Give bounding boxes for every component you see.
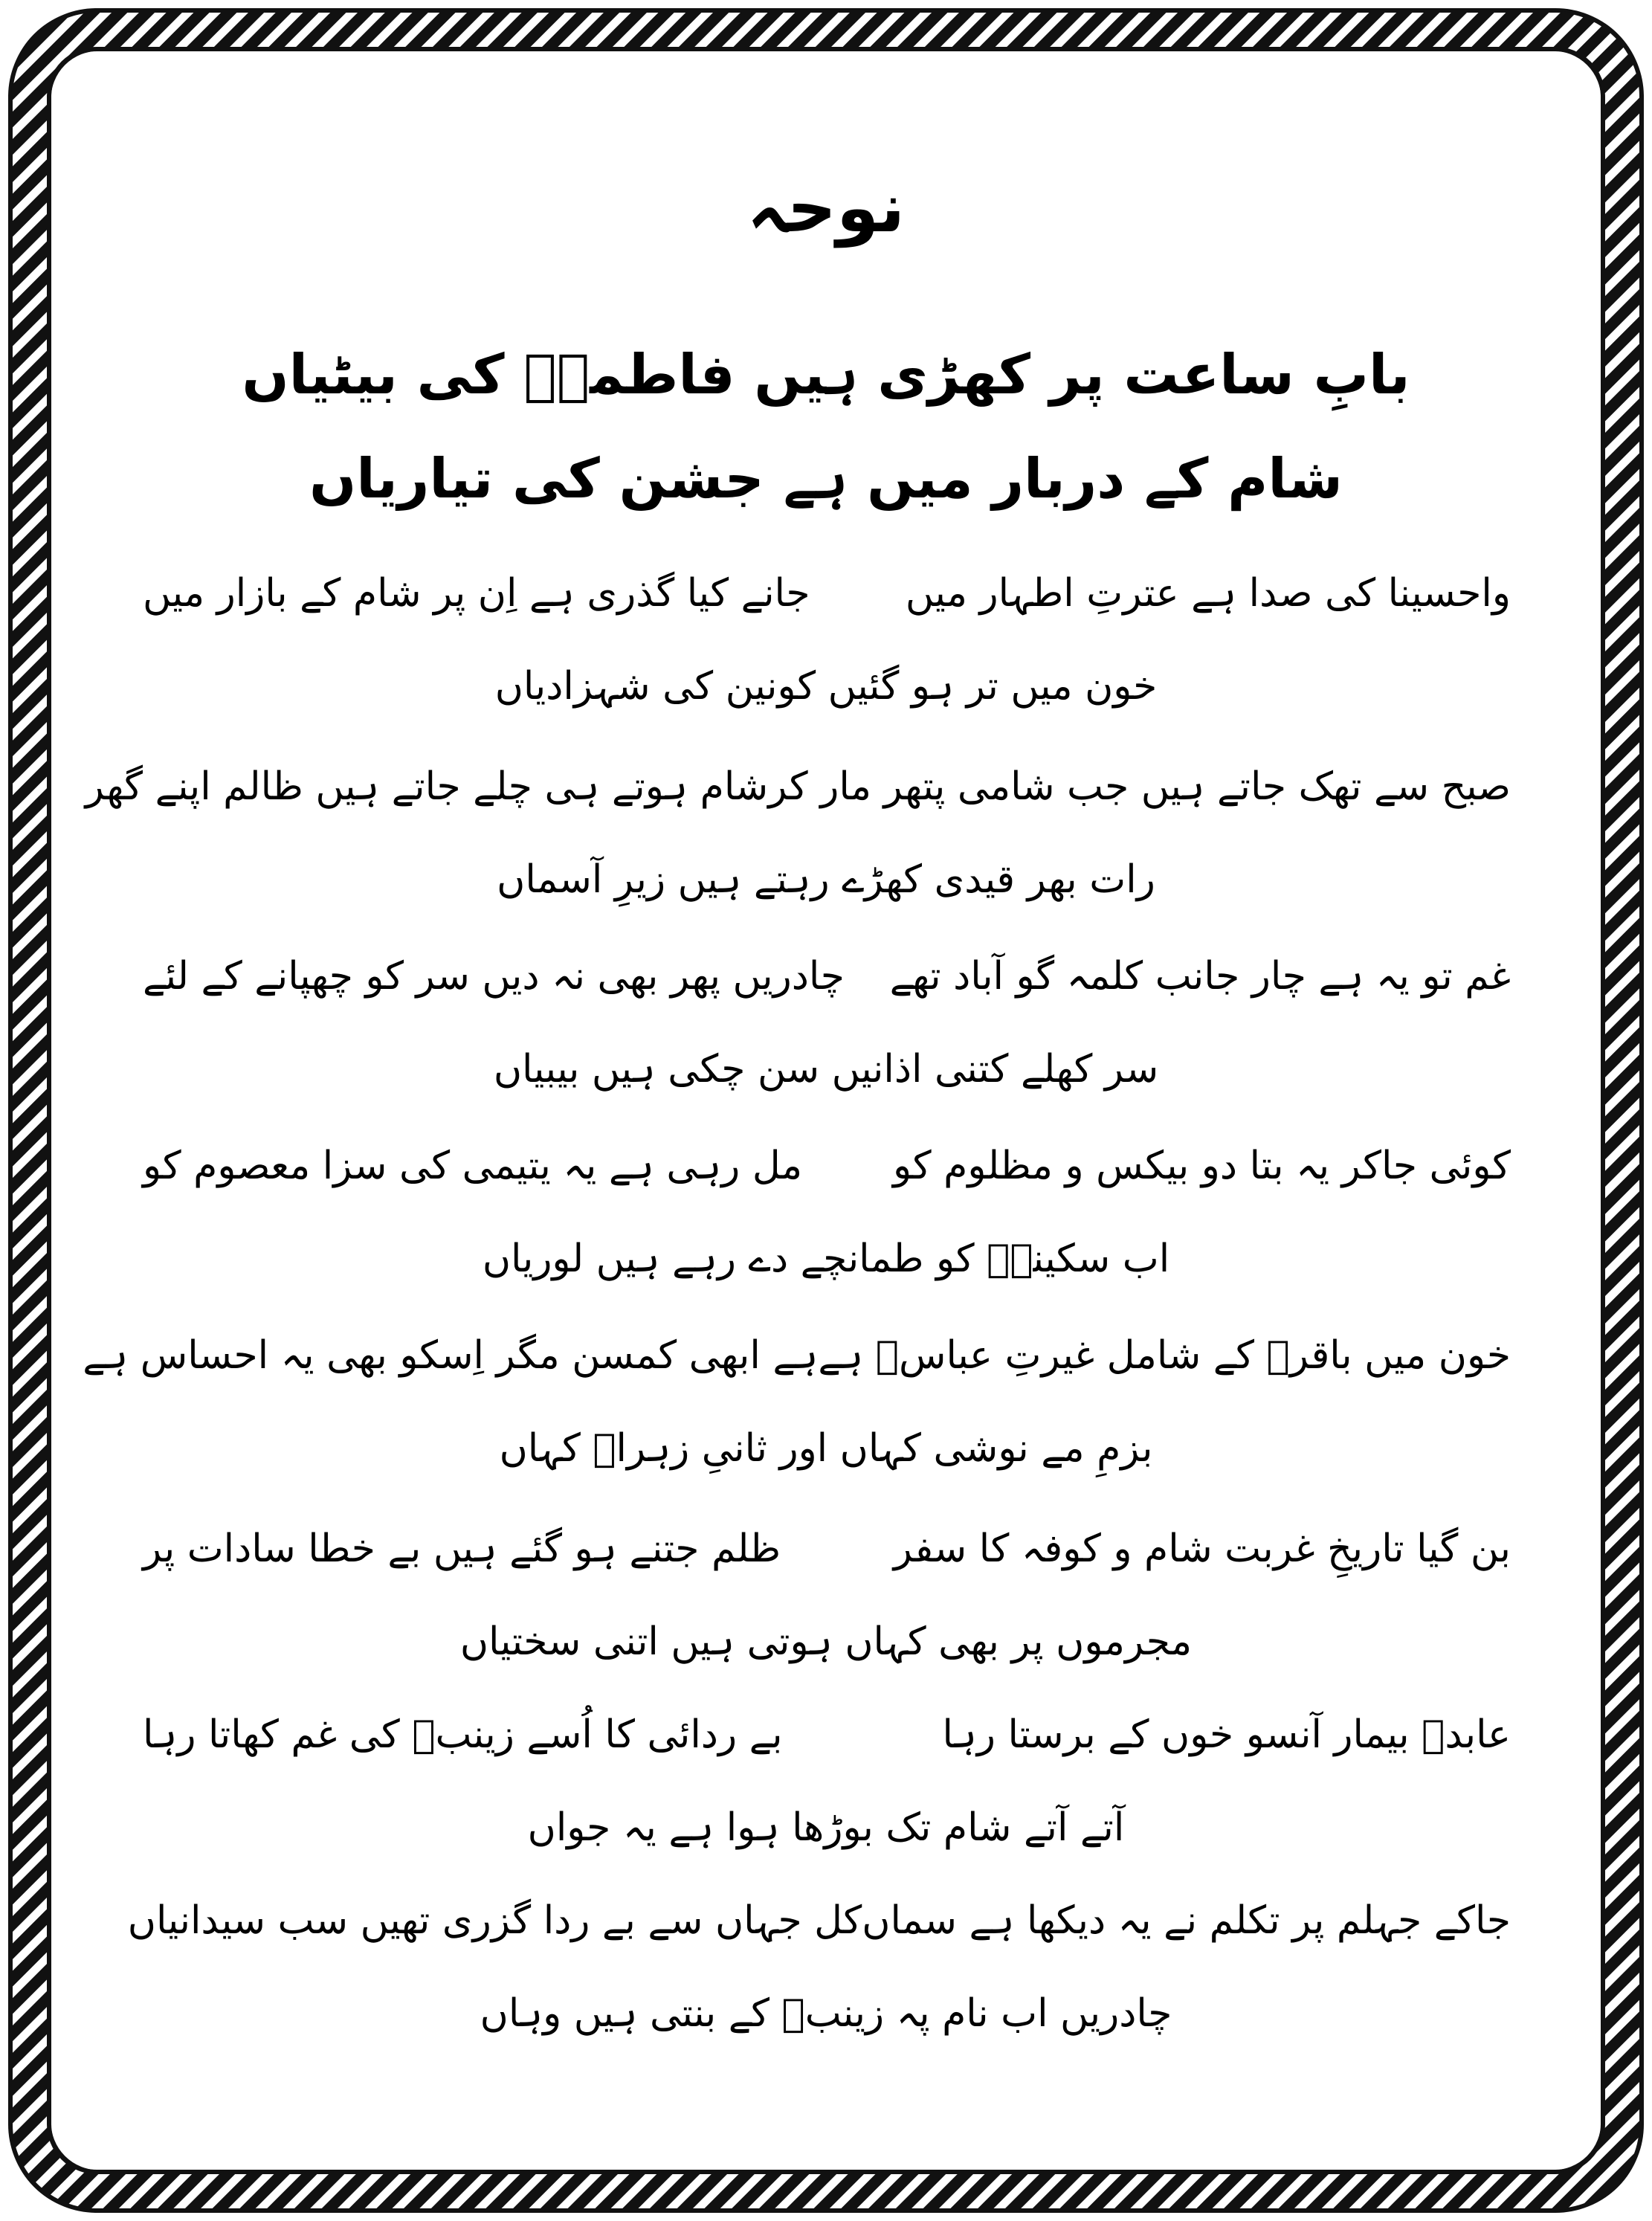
verse-couplet	[143, 952, 1511, 1002]
matla-line-1: بابِ ساعت پر کھڑی ہیں فاطمہؑ کی بیٹیاں	[242, 343, 1410, 407]
stanza-5	[0, 1331, 1652, 1532]
verse-left-hemistich: جانے کیا گذری ہے اِن پر شام کے بازار میں	[143, 571, 810, 616]
verse-left-hemistich: ہے ابھی کمسن مگر اِسکو بھی یہ احساس ہے	[83, 1333, 819, 1378]
verse-refrain: خون میں تر ہو گئیں کونین کی شہزادیاں	[494, 664, 1158, 709]
verse-couplet	[143, 1141, 1511, 1192]
verse-right-hemistich: صبح سے تھک جاتے ہیں جب شامی پتھر مار کر	[768, 764, 1511, 809]
verse-refrain: مجرموں پر بھی کہاں ہوتی ہیں اتنی سختیاں	[459, 1619, 1193, 1664]
verse-left-hemistich: بے ردائی کا اُسے زینبؑ کی غم کھاتا رہا	[143, 1712, 783, 1757]
verse-refrain: اب سکینہؑ کو طمانچے دے رہے ہیں لوریاں	[482, 1237, 1170, 1281]
verse-couplet	[85, 762, 1511, 813]
verse-right-hemistich: بن گیا تاریخِ غربت شام و کوفہ کا سفر	[893, 1527, 1511, 1571]
stanza-6	[0, 1524, 1652, 1725]
verse-couplet	[127, 1896, 1511, 1947]
verse-right-hemistich: کوئی جاکر یہ بتا دو بیکس و مظلوم کو	[892, 1144, 1511, 1188]
verse-couplet	[143, 1524, 1511, 1575]
verse-couplet	[143, 1710, 1511, 1761]
verse-refrain: چادریں اب نام پہ زینبؑ کے بنتی ہیں وہاں	[480, 1991, 1172, 2036]
stanza-1	[0, 569, 1652, 770]
verse-refrain: بزمِ مے نوشی کہاں اور ثانیِ زہراؑ کہاں	[499, 1426, 1153, 1471]
verse-right-hemistich: عابدؑ بیمار آنسو خوں کے برستا رہا	[942, 1712, 1511, 1757]
verse-right-hemistich: واحسینا کی صدا ہے عترتِ اطہار میں	[905, 571, 1511, 616]
stanza-3	[0, 952, 1652, 1153]
verse-left-hemistich: چادریں پھر بھی نہ دیں سر کو چھپانے کے لئے	[143, 954, 845, 999]
verse-left-hemistich: کل جہاں سے بے ردا گزری تھیں سب سیدانیاں	[127, 1898, 862, 1943]
verse-left-hemistich: شام ہوتے ہی چلے جاتے ہیں ظالم اپنے گھر	[85, 764, 769, 809]
stanza-2	[0, 762, 1652, 963]
stanza-4	[0, 1141, 1652, 1342]
verse-refrain: آتے آتے شام تک بوڑھا ہوا ہے یہ جواں	[527, 1805, 1125, 1850]
verse-couplet	[143, 569, 1511, 619]
verse-couplet	[83, 1331, 1511, 1382]
verse-refrain: رات بھر قیدی کھڑے رہتے ہیں زیرِ آسماں	[497, 857, 1155, 902]
verse-right-hemistich: خون میں باقرؑ کے شامل غیرتِ عباسؑ ہے	[818, 1333, 1511, 1378]
stanza-7	[0, 1710, 1652, 1911]
verse-refrain: سر کھلے کتنی اذانیں سن چکی ہیں بیبیاں	[493, 1047, 1159, 1092]
verse-left-hemistich: ظلم جتنے ہو گئے ہیں بے خطا سادات پر	[143, 1527, 781, 1571]
verse-left-hemistich: مل رہی ہے یہ یتیمی کی سزا معصوم کو	[143, 1144, 803, 1188]
matla-line-2: شام کے دربار میں ہے جشن کی تیاریاں	[309, 447, 1343, 511]
page-title: نوحہ	[746, 168, 906, 248]
stanza-8	[0, 1896, 1652, 2097]
verse-right-hemistich: جاکے جہلم پر تکلم نے یہ دیکھا ہے سماں	[862, 1898, 1511, 1943]
verse-right-hemistich: غم تو یہ ہے چار جانب کلمہ گو آباد تھے	[889, 954, 1511, 999]
